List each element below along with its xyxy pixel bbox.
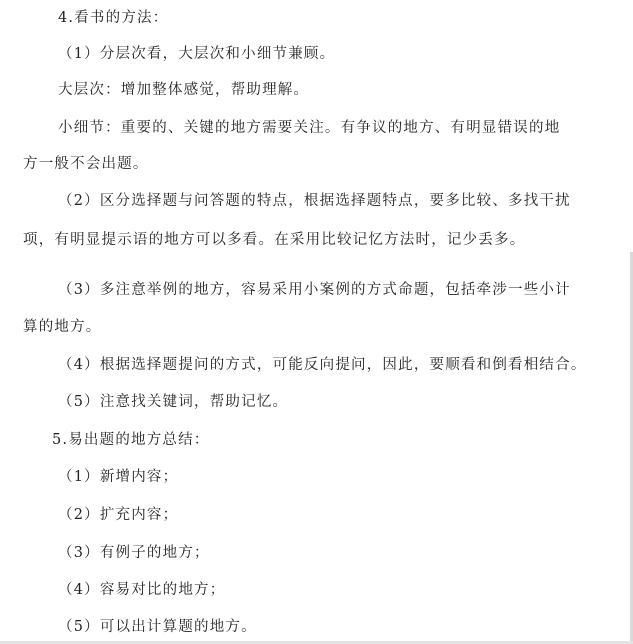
- method-item-2-line1: （2）区分选择题与问答题的特点，根据选择题特点，要多比较、多找干扰: [58, 193, 571, 209]
- method-item-3-line2: 算的地方。: [23, 319, 102, 335]
- topic-item-1: （1）新增内容；: [58, 469, 179, 485]
- topic-item-5: （5）可以出计算题的地方。: [58, 619, 257, 635]
- heading-reading-method: 4.看书的方法：: [58, 10, 169, 26]
- small-detail-text-line1: 小细节：重要的、关键的地方需要关注。有争议的地方、有明显错误的地: [58, 120, 561, 136]
- method-item-5: （5）注意找关键词，帮助记忆。: [58, 394, 289, 410]
- small-detail-text-line2: 方一般不会出题。: [23, 156, 149, 172]
- topic-item-3: （3）有例子的地方；: [58, 545, 210, 561]
- heading-likely-topics: 5.易出题的地方总结：: [52, 432, 210, 448]
- big-level-text: 大层次：增加整体感觉，帮助理解。: [58, 82, 310, 98]
- method-item-2-line2: 项，有明显提示语的地方可以多看。在采用比较记忆方法时，记少丢多。: [23, 232, 526, 248]
- method-item-3-line1: （3）多注意举例的地方，容易采用小案例的方式命题，包括牵涉一些小计: [58, 282, 571, 298]
- topic-item-2: （2）扩充内容；: [58, 507, 179, 523]
- method-item-4: （4）根据选择题提问的方式，可能反向提问，因此，要顺看和倒看相结合。: [58, 357, 587, 373]
- topic-item-4: （4）容易对比的地方；: [58, 582, 226, 598]
- method-item-1: （1）分层次看，大层次和小细节兼顾。: [58, 46, 336, 62]
